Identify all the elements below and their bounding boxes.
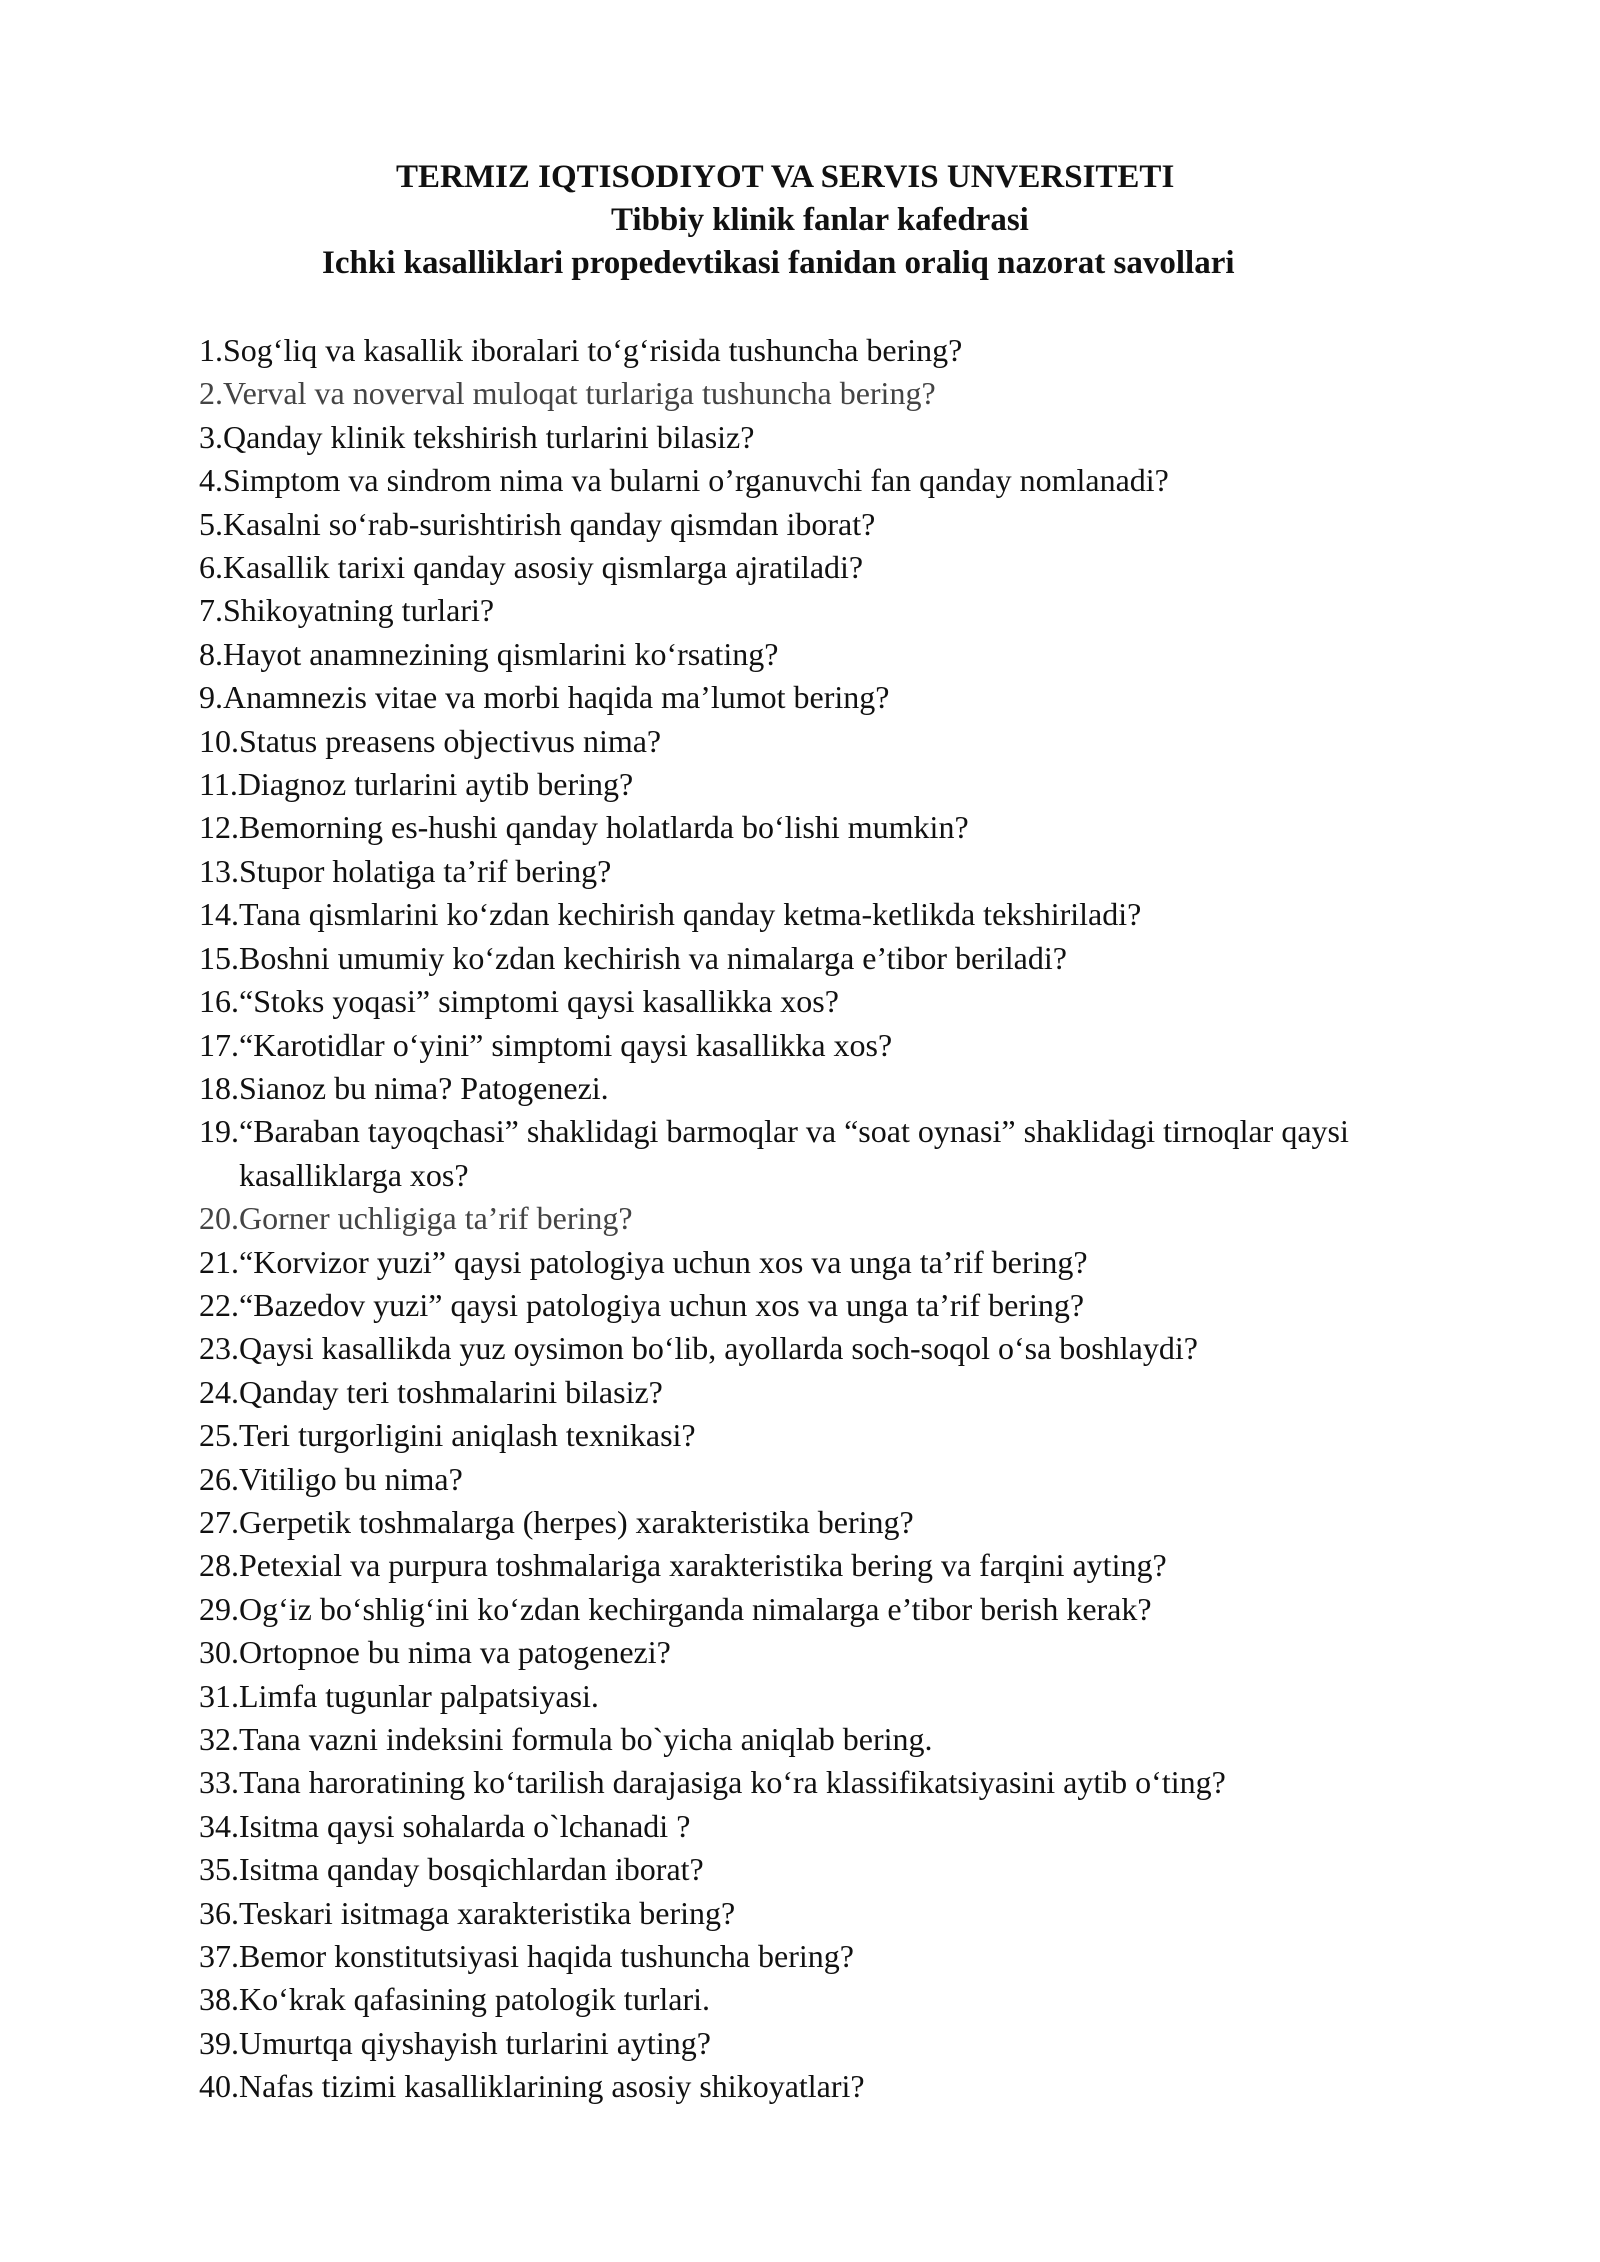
question-item <box>199 372 1499 415</box>
question-item <box>199 1761 1499 1804</box>
question-item <box>199 1544 1499 1587</box>
question-text: Isitma qanday bosqichlardan iborat? <box>239 1851 704 1888</box>
question-text: Ortopnoe bu nima va patogenezi? <box>239 1634 671 1671</box>
question-text: “Stoks yoqasi” simptomi qaysi kasallikka xos? <box>239 983 839 1020</box>
question-number: 12. <box>199 809 239 846</box>
question-item <box>199 1327 1499 1370</box>
question-item <box>199 1067 1499 1110</box>
question-number: 36. <box>199 1894 239 1931</box>
question-text: Qanday klinik tekshirish turlarini bilasiz? <box>223 418 755 455</box>
question-text: Bemorning es-hushi qanday holatlarda bo‘lishi mumkin? <box>239 809 969 846</box>
question-item <box>199 1241 1499 1284</box>
question-text: Sianoz bu nima? Patogenezi. <box>239 1069 609 1106</box>
question-item <box>199 1892 1499 1935</box>
question-number: 25. <box>199 1417 239 1454</box>
question-item <box>199 2065 1499 2108</box>
question-number: 21. <box>199 1243 239 1280</box>
question-text: Gorner uchligiga ta’rif bering? <box>239 1200 633 1237</box>
question-text: Tana vazni indeksini formula bo`yicha aniqlab bering. <box>239 1721 933 1757</box>
question-number: 9. <box>199 679 223 716</box>
question-text: Sog‘liq va kasallik iboralari to‘g‘risida tushuncha bering? <box>223 332 963 368</box>
question-text: Boshni umumiy ko‘zdan kechirish va nimalarga e’tibor beriladi? <box>239 939 1067 976</box>
question-item <box>199 850 1499 893</box>
question-item <box>199 1284 1499 1327</box>
question-number: 4. <box>199 462 223 499</box>
question-text: Kasallik tarixi qanday asosiy qismlarga ajratiladi? <box>223 549 864 586</box>
question-number: 27. <box>199 1503 239 1540</box>
question-item <box>199 763 1499 806</box>
question-item <box>199 1371 1499 1414</box>
question-item <box>199 1414 1499 1457</box>
question-number: 35. <box>199 1851 239 1888</box>
question-text: Simptom va sindrom nima va bularni o’rganuvchi fan qanday nomlanadi? <box>223 462 1169 499</box>
question-number: 34. <box>199 1807 239 1844</box>
question-text: Hayot anamnezining qismlarini ko‘rsating? <box>223 635 779 672</box>
subject-title: Ichki kasalliklari propedevtikasi fanidan oraliq nazorat savollari <box>322 245 1235 281</box>
question-number: 8. <box>199 635 223 672</box>
question-item <box>199 1978 1499 2021</box>
question-number: 24. <box>199 1373 239 1410</box>
question-number: 15. <box>199 939 239 976</box>
question-item <box>199 1588 1499 1631</box>
question-text: Petexial va purpura toshmalariga xarakteristika bering va farqini ayting? <box>239 1547 1167 1584</box>
question-number: 11. <box>199 766 238 803</box>
question-item <box>199 937 1499 980</box>
question-number: 22. <box>199 1286 239 1323</box>
question-number: 28. <box>199 1547 239 1584</box>
question-text: “Bazedov yuzi” qaysi patologiya uchun xos va unga ta’rif bering? <box>239 1286 1085 1323</box>
question-number: 20. <box>199 1200 239 1237</box>
question-text: Anamnezis vitae va morbi haqida ma’lumot bering? <box>223 679 890 716</box>
question-item <box>199 416 1499 459</box>
question-text: Stupor holatiga ta’rif bering? <box>239 852 612 889</box>
question-number: 29. <box>199 1590 239 1627</box>
question-number: 7. <box>199 592 223 629</box>
question-text: Teri turgorligini aniqlash texnikasi? <box>239 1417 696 1454</box>
question-item <box>199 1718 1499 1761</box>
question-number: 37. <box>199 1938 239 1975</box>
question-item <box>199 1024 1499 1067</box>
question-text: Bemor konstitutsiyasi haqida tushuncha bering? <box>239 1938 854 1975</box>
question-text: Isitma qaysi sohalarda o`lchanadi ? <box>239 1807 691 1844</box>
question-text: Limfa tugunlar palpatsiyasi. <box>239 1677 599 1714</box>
question-number: 17. <box>199 1026 239 1063</box>
question-text: Vitiligo bu nima? <box>239 1460 463 1497</box>
question-number: 16. <box>199 983 239 1020</box>
question-text: Umurtqa qiyshayish turlarini ayting? <box>239 2024 711 2061</box>
question-item <box>199 806 1499 849</box>
question-item <box>199 1501 1499 1544</box>
question-text: “Korvizor yuzi” qaysi patologiya uchun xos va unga ta’rif bering? <box>239 1243 1088 1280</box>
question-text: Tana haroratining ko‘tarilish darajasiga ko‘ra klassifikatsiyasini aytib o‘ting? <box>239 1764 1226 1801</box>
question-item <box>199 546 1499 589</box>
question-text: Gerpetik toshmalarga (herpes) xarakteristika bering? <box>239 1503 914 1540</box>
question-text: Ko‘krak qafasining patologik turlari. <box>239 1981 710 2018</box>
question-text: Diagnoz turlarini aytib bering? <box>237 766 634 803</box>
question-number: 14. <box>199 896 239 933</box>
question-text: Shikoyatning turlari? <box>223 592 495 629</box>
question-number: 18. <box>199 1069 239 1106</box>
question-number: 3. <box>199 418 223 455</box>
question-item <box>199 1848 1499 1891</box>
university-title: TERMIZ IQTISODIYOT VA SERVIS UNVERSITETI <box>396 159 1175 195</box>
question-text: Qaysi kasallikda yuz oysimon bo‘lib, ayollarda soch-soqol o‘sa boshlaydi? <box>239 1330 1198 1367</box>
question-number: 26. <box>199 1460 239 1497</box>
question-number: 31. <box>199 1677 239 1714</box>
question-item <box>199 720 1499 763</box>
question-number: 39. <box>199 2024 239 2061</box>
question-item <box>199 1675 1499 1718</box>
question-item <box>199 1110 1499 1197</box>
question-item <box>199 329 1499 372</box>
question-number: 6. <box>199 549 223 586</box>
question-number: 40. <box>199 2068 239 2105</box>
question-number: 1. <box>199 332 223 368</box>
question-number: 19. <box>199 1113 239 1150</box>
question-number: 2. <box>199 375 223 412</box>
question-item <box>199 2022 1499 2065</box>
question-item <box>199 1197 1499 1240</box>
question-item <box>199 633 1499 676</box>
question-text: Nafas tizimi kasalliklarining asosiy shikoyatlari? <box>239 2068 865 2105</box>
question-item <box>199 676 1499 719</box>
question-item <box>199 459 1499 502</box>
question-list <box>199 329 1499 2109</box>
question-item <box>199 980 1499 1023</box>
question-number: 10. <box>199 722 239 759</box>
question-item <box>199 1935 1499 1978</box>
question-text: Status preasens objectivus nima? <box>239 722 662 759</box>
question-number: 5. <box>199 505 223 542</box>
question-text: Teskari isitmaga xarakteristika bering? <box>239 1894 736 1931</box>
question-number: 23. <box>199 1330 239 1367</box>
question-text: Og‘iz bo‘shlig‘ini ko‘zdan kechirganda nimalarga e’tibor berish kerak? <box>239 1590 1152 1627</box>
question-number: 30. <box>199 1634 239 1671</box>
question-number: 32. <box>199 1721 239 1757</box>
question-text: Tana qismlarini ko‘zdan kechirish qanday ketma-ketlikda tekshiriladi? <box>239 896 1142 933</box>
question-item <box>199 1805 1499 1848</box>
question-text: Qanday teri toshmalarini bilasiz? <box>239 1373 663 1410</box>
question-item <box>199 1631 1499 1674</box>
question-item <box>199 1458 1499 1501</box>
question-item <box>199 589 1499 632</box>
question-text: Kasalni so‘rab-surishtirish qanday qismdan iborat? <box>223 505 876 542</box>
question-item <box>199 893 1499 936</box>
question-number: 38. <box>199 1981 239 2018</box>
question-text: Verval va noverval muloqat turlariga tushuncha bering? <box>223 375 936 412</box>
question-number: 13. <box>199 852 239 889</box>
question-text: “Karotidlar o‘yini” simptomi qaysi kasallikka xos? <box>239 1026 893 1063</box>
question-item <box>199 503 1499 546</box>
question-number: 33. <box>199 1764 239 1801</box>
question-text: “Baraban tayoqchasi” shaklidagi barmoqlar va “soat oynasi” shaklidagi tirnoqlar qaysi kasalliklarga xos? <box>239 1113 1349 1193</box>
department-title: Tibbiy klinik fanlar kafedrasi <box>611 202 1029 238</box>
